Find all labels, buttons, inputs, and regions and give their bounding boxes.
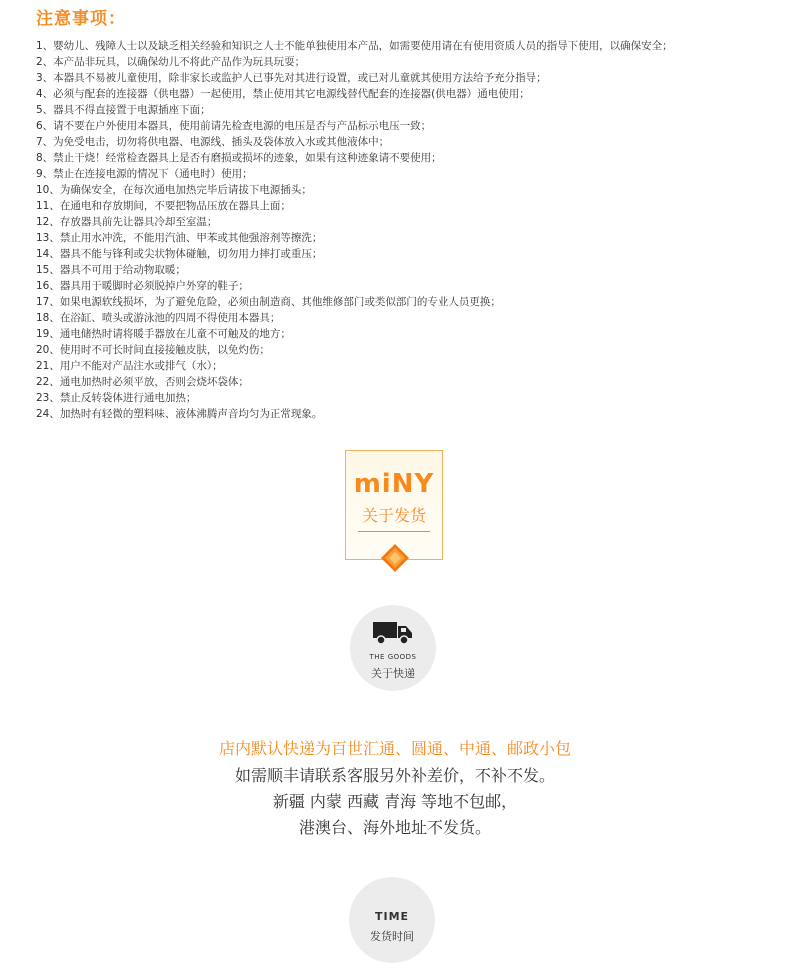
time-en-label: TIME — [374, 910, 410, 923]
notice-item: 21、用户不能对产品注水或排气（水）； — [36, 360, 223, 372]
express-badge — [350, 605, 436, 691]
time-badge — [349, 877, 435, 963]
notice-item: 8、禁止干烧！经常检查器具上是否有磨损或损坏的迹象，如果有这种迹象请不要使用； — [36, 152, 442, 164]
shipping-line-3: 新疆 内蒙 西藏 青海 等地不包邮， — [272, 792, 518, 811]
express-cn-label: 关于快递 — [371, 667, 415, 680]
brand-subtitle: 关于发货 — [361, 506, 426, 525]
shipping-line-2: 如需顺丰请联系客服另外补差价，不补不发。 — [234, 766, 555, 785]
notice-item: 20、使用时不可长时间直接接触皮肤，以免灼伤； — [36, 344, 270, 356]
time-cn-label: 发货时间 — [370, 930, 414, 943]
notice-item: 3、本器具不易被儿童使用，除非家长或监护人已事先对其进行设置，或已对儿童就其使用方法给予充分指导； — [36, 72, 547, 84]
brand-divider — [358, 531, 430, 532]
notice-item: 22、通电加热时必须平放，否则会烧坏袋体； — [36, 376, 249, 388]
notice-item: 6、请不要在户外使用本器具，使用前请先检查电源的电压是否与产品标示电压一致； — [36, 120, 432, 132]
notice-item: 12、存放器具前先让器具冷却至室温； — [36, 216, 218, 228]
notice-item: 23、禁止反转袋体进行通电加热； — [36, 392, 197, 404]
notice-item: 5、器具不得直接置于电源插座下面； — [36, 104, 211, 116]
notice-title: 注意事项： — [36, 9, 126, 29]
notice-item: 11、在通电和存放期间，不要把物品压放在器具上面； — [36, 200, 291, 212]
shipping-line-1: 店内默认快递为百世汇通、圆通、中通、邮政小包 — [218, 739, 571, 758]
notice-item: 9、禁止在连接电源的情况下（通电时）使用； — [36, 168, 253, 180]
notice-item: 13、禁止用水冲洗，不能用汽油、甲苯或其他强溶剂等擦洗； — [36, 232, 323, 244]
truck-icon — [372, 618, 414, 646]
notice-item: 24、加热时有轻微的塑料味、液体沸腾声音均匀为正常现象。 — [36, 408, 323, 420]
orange-gem-icon — [380, 543, 410, 573]
notice-item: 4、必须与配套的连接器（供电器）一起使用，禁止使用其它电源线替代配套的连接器(供电器）通电使用； — [36, 88, 530, 100]
express-en-label: THE GOODS — [369, 653, 417, 661]
notice-item: 2、本产品非玩具，以确保幼儿不将此产品作为玩具玩耍； — [36, 56, 306, 68]
notice-list — [36, 38, 776, 422]
notice-item: 18、在浴缸、喷头或游泳池的四周不得使用本器具； — [36, 312, 281, 324]
shipping-line-4: 港澳台、海外地址不发货。 — [298, 818, 491, 837]
notice-item: 1、婴幼儿、残障人士以及缺乏相关经验和知识之人士不能单独使用本产品，如需要使用请在有使用资质人员的指导下使用，以确保安全； — [36, 40, 673, 52]
notice-item: 10、为确保安全，在每次通电加热完毕后请拔下电源插头； — [36, 184, 312, 196]
notice-item: 14、器具不能与锋利或尖状物体碰触，切勿用力摔打或重压； — [36, 248, 323, 260]
notice-item: 15、器具不可用于给动物取暖； — [36, 264, 186, 276]
brand-logo: miNY — [353, 469, 435, 499]
notice-item: 16、器具用于暖脚时必须脱掉户外穿的鞋子； — [36, 280, 249, 292]
notice-item: 17、如果电源软线损坏，为了避免危险，必须由制造商、其他维修部门或类似部门的专业人员更换； — [36, 296, 501, 308]
notice-item: 7、为免受电击，切勿将供电器、电源线、插头及袋体放入水或其他液体中； — [36, 136, 390, 148]
notice-item: 19、通电储热时请将暖手器放在儿童不可触及的地方； — [36, 328, 291, 340]
